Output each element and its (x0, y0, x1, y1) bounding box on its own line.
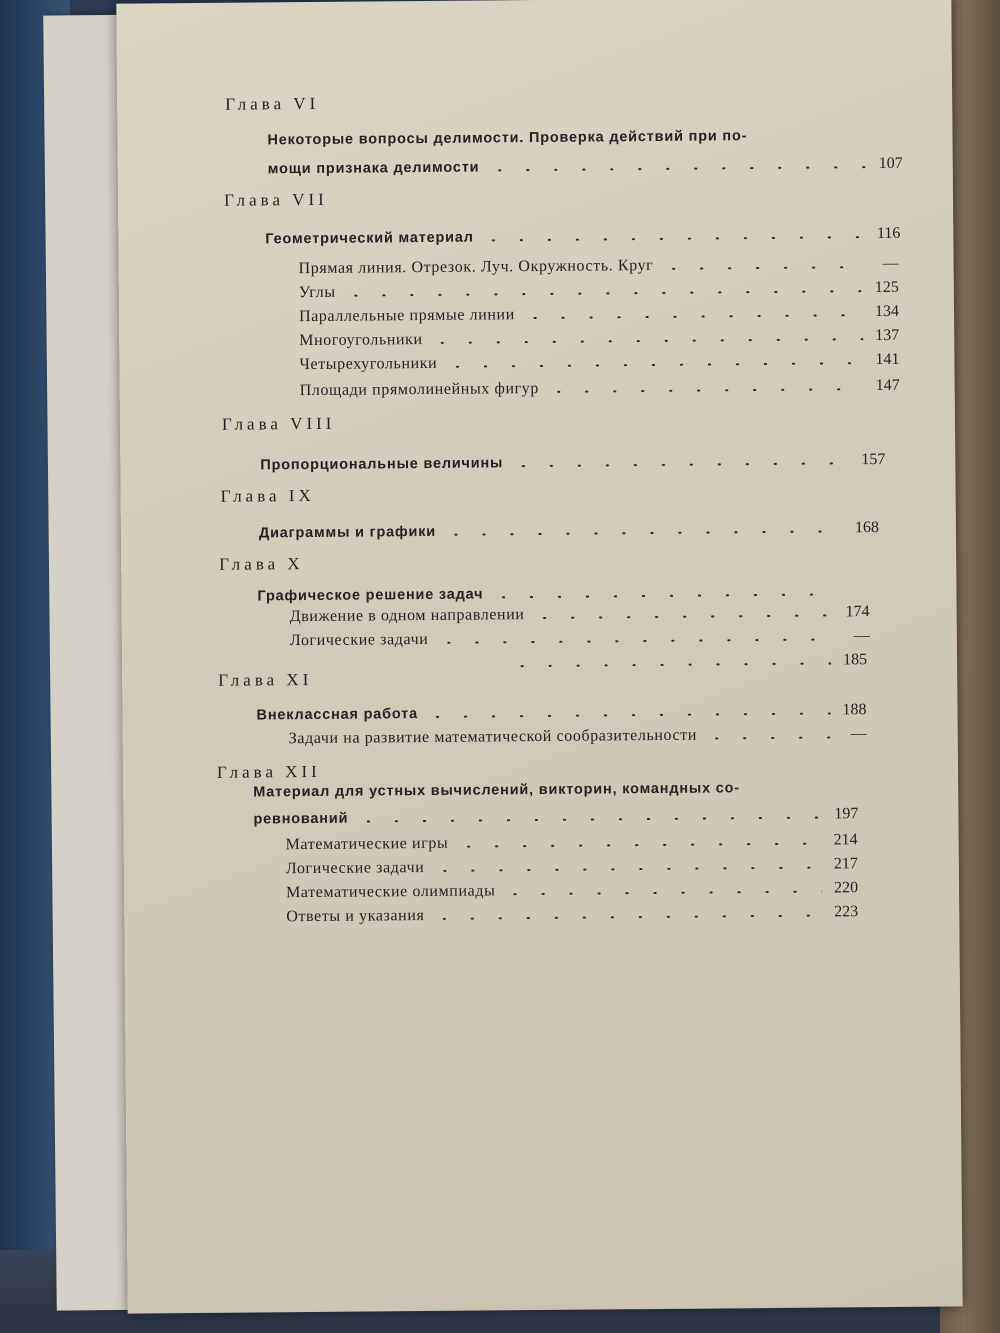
toc-entry (299, 303, 899, 326)
leader-dots (342, 290, 863, 297)
page-number: — (850, 725, 867, 743)
page-number: 168 (854, 519, 879, 537)
toc-entry (299, 351, 899, 374)
leader-dots (521, 314, 863, 319)
toc-entry (257, 583, 872, 604)
toc-entry (256, 701, 866, 724)
page-number: 134 (874, 302, 900, 321)
leader-dots (454, 843, 821, 848)
toc-entry (299, 279, 899, 302)
toc-entry-title: Параллельные прямые линии (298, 306, 515, 326)
toc-entry-title: Логические задачи (289, 630, 429, 650)
page-number: 125 (874, 278, 899, 297)
page-number: 188 (842, 701, 867, 719)
leader-dots (508, 662, 831, 667)
leader-dots (429, 338, 864, 344)
toc-entry (286, 903, 858, 926)
toc-entry-title: Логические задачи (285, 859, 425, 878)
page-number: 147 (875, 376, 900, 395)
toc-entry (265, 225, 900, 249)
toc-entry (286, 879, 858, 902)
toc-entry (299, 327, 899, 350)
leader-dots (509, 462, 849, 467)
toc-entry-title: Математические олимпиады (285, 882, 496, 902)
toc-entry (286, 831, 858, 854)
toc-entry (286, 855, 858, 878)
toc-entry (289, 725, 867, 748)
leader-dots (430, 915, 822, 920)
leader-dots (545, 388, 864, 393)
page-number: 220 (833, 879, 859, 897)
page-number: 174 (845, 603, 870, 621)
page-number: 137 (875, 326, 900, 345)
toc-entry (299, 255, 899, 278)
toc-entry-title: Многоугольники (299, 331, 423, 350)
toc-entry (290, 627, 870, 650)
page-number: 197 (834, 805, 859, 823)
leader-dots (485, 166, 866, 171)
page-number: 107 (878, 154, 903, 173)
toc-entry-title: Математические игры (285, 834, 449, 854)
page-number: 141 (875, 350, 900, 369)
page-number: 116 (876, 224, 901, 243)
toc-entry-title: Движение в одном направлении (289, 606, 525, 626)
table-of-contents (116, 0, 962, 1314)
toc-entry-title: Некоторые вопросы делимости. Проверка действий при по- (267, 128, 748, 149)
toc-entry-title: Углы (298, 283, 336, 302)
toc-entry-title: Прямая линия. Отрезок. Луч. Окружность. Круг (298, 256, 654, 278)
leader-dots (531, 614, 834, 619)
page-number: 157 (861, 450, 886, 469)
page-number: 214 (833, 831, 858, 849)
leader-dots (354, 817, 822, 823)
toc-entry-title: Четырехугольники (299, 354, 438, 374)
chapter-heading: Глава XII (216, 761, 321, 782)
toc-entry-title: Графическое решение задач (257, 586, 484, 605)
toc-entry (502, 651, 867, 672)
page-number: 217 (833, 855, 858, 873)
chapter-heading: Глава X (219, 554, 304, 574)
leader-dots (442, 530, 843, 535)
leader-dots (480, 236, 865, 241)
chapter-heading: Глава IX (220, 485, 315, 506)
toc-entry-title: ревнований (253, 810, 349, 828)
toc-entry-title: Площади прямолинейных фигур (299, 379, 540, 400)
chapter-heading: Глава VII (223, 189, 328, 210)
leader-dots (443, 362, 863, 368)
page-number: 223 (834, 903, 859, 921)
toc-entry-title: Внеклассная работа (256, 706, 418, 724)
page-number: 185 (842, 651, 868, 669)
leader-dots (501, 891, 822, 896)
book-page (116, 0, 962, 1314)
leader-dots (430, 867, 822, 872)
leader-dots (489, 593, 836, 598)
toc-entry-title: Материал для устных вычислений, викторин, командных со- (253, 780, 740, 801)
leader-dots (424, 712, 831, 718)
leader-dots (703, 736, 831, 739)
toc-entry (259, 519, 879, 542)
page-number: — (882, 254, 899, 272)
toc-entry-title: Пропорциональные величины (260, 455, 504, 474)
toc-entry (268, 155, 903, 179)
leader-dots (659, 266, 862, 270)
toc-entry (290, 603, 870, 626)
toc-entry (253, 805, 858, 828)
chapter-heading: Глава XI (218, 669, 313, 690)
toc-entry-title: Диаграммы и графики (258, 523, 437, 542)
toc-entry-title: Ответы и указания (286, 907, 425, 926)
chapter-heading: Глава VI (225, 93, 320, 114)
toc-entry-title: мощи признака делимости (267, 159, 480, 178)
chapter-heading: Глава VIII (221, 413, 336, 434)
toc-entry (260, 451, 885, 474)
toc-entry-title: Геометрический материал (265, 229, 474, 248)
toc-entry-title: Задачи на развитие математической сообразительности (288, 726, 698, 748)
page-number: — (853, 627, 870, 645)
leader-dots (434, 638, 834, 643)
toc-entry (300, 377, 900, 400)
